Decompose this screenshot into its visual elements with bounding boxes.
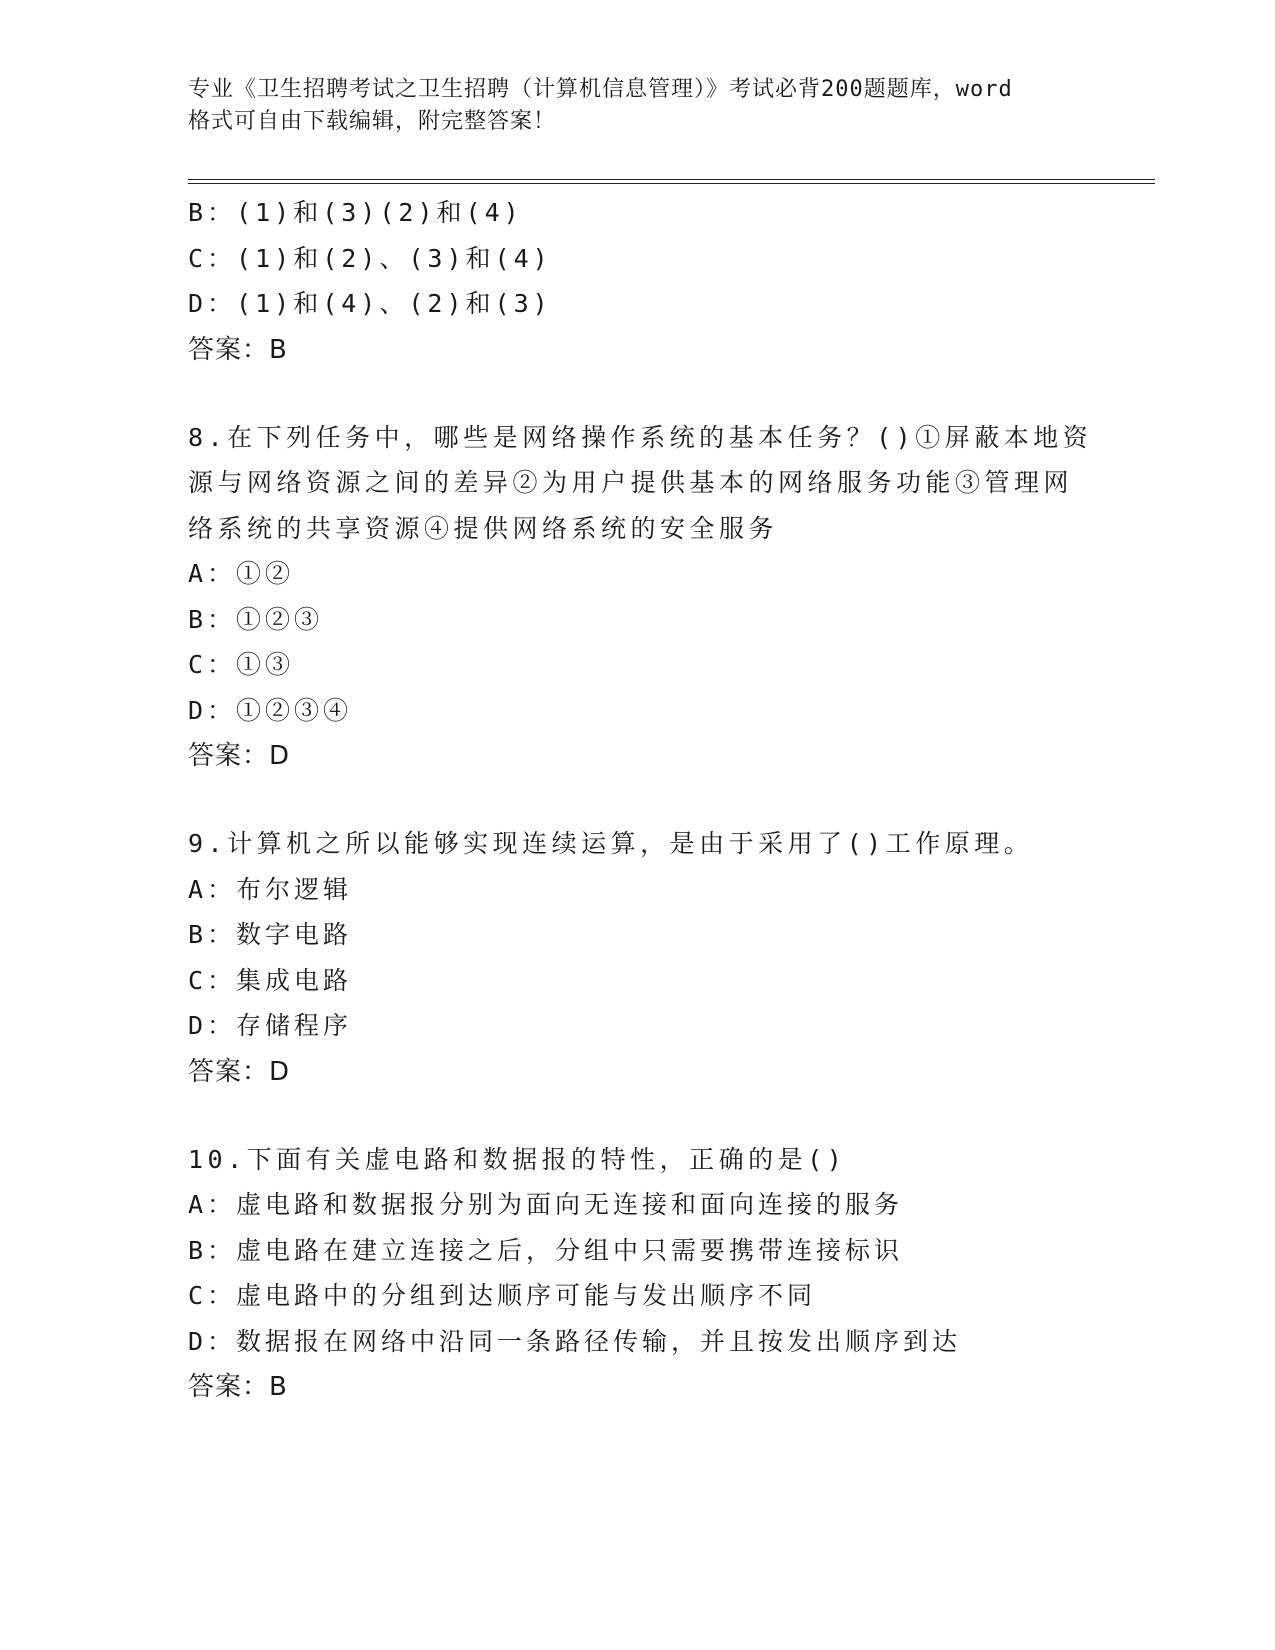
option-a: A：布尔逻辑 (188, 874, 353, 904)
question-10 (188, 1137, 1088, 1411)
header-divider-top (188, 179, 1155, 180)
question-8 (188, 415, 1093, 780)
spacer (188, 779, 1088, 821)
spacer (188, 373, 1088, 415)
option-a: A：①② (188, 559, 295, 588)
page-header (188, 74, 1088, 138)
option-d: D：(1)和(4)、(2)和(3) (188, 289, 552, 318)
option-b: B：①②③ (188, 604, 324, 634)
question-stem-line: 8.在下列任务中，哪些是网络操作系统的基本任务？()①屏蔽本地资 (188, 422, 1093, 452)
option-d: D：存储程序 (188, 1011, 353, 1040)
question-stem-line: 源与网络资源之间的差异②为用户提供基本的网络服务功能③管理网 (188, 468, 1074, 497)
option-b: B：虚电路在建立连接之后，分组中只需要携带连接标识 (188, 1235, 904, 1265)
option-c: C：(1)和(2)、(3)和(4) (188, 243, 552, 273)
option-b: B：数字电路 (188, 920, 353, 949)
option-c: C：①③ (188, 650, 295, 679)
question-7-continuation (188, 190, 1088, 373)
option-b: B：(1)和(3)(2)和(4) (188, 198, 523, 227)
option-c: C：集成电路 (188, 965, 353, 995)
header-line-2: 格式可自由下载编辑，附完整答案！ (188, 109, 557, 134)
question-stem-line: 络系统的共享资源④提供网络系统的安全服务 (188, 513, 779, 543)
question-9 (188, 821, 1088, 1095)
answer: 答案：D (188, 741, 291, 771)
answer: 答案：D (188, 1056, 291, 1087)
answer: 答案：B (188, 1372, 288, 1402)
header-line-1: 专业《卫生招聘考试之卫生招聘（计算机信息管理）》考试必背200题题库，word (188, 77, 1013, 102)
question-stem-line: 9.计算机之所以能够实现连续运算，是由于采用了()工作原理。 (188, 829, 1034, 858)
option-d: D：①②③④ (188, 695, 353, 725)
option-a: A：虚电路和数据报分别为面向无连接和面向连接的服务 (188, 1190, 904, 1219)
document-body (188, 190, 1093, 1410)
spacer (188, 1095, 1088, 1137)
question-stem-line: 10.下面有关虚电路和数据报的特性，正确的是() (188, 1144, 847, 1174)
answer: 答案：B (188, 334, 288, 365)
option-d: D：数据报在网络中沿同一条路径传输，并且按发出顺序到达 (188, 1326, 962, 1356)
header-divider-bottom (188, 183, 1155, 184)
option-c: C：虚电路中的分组到达顺序可能与发出顺序不同 (188, 1281, 817, 1310)
